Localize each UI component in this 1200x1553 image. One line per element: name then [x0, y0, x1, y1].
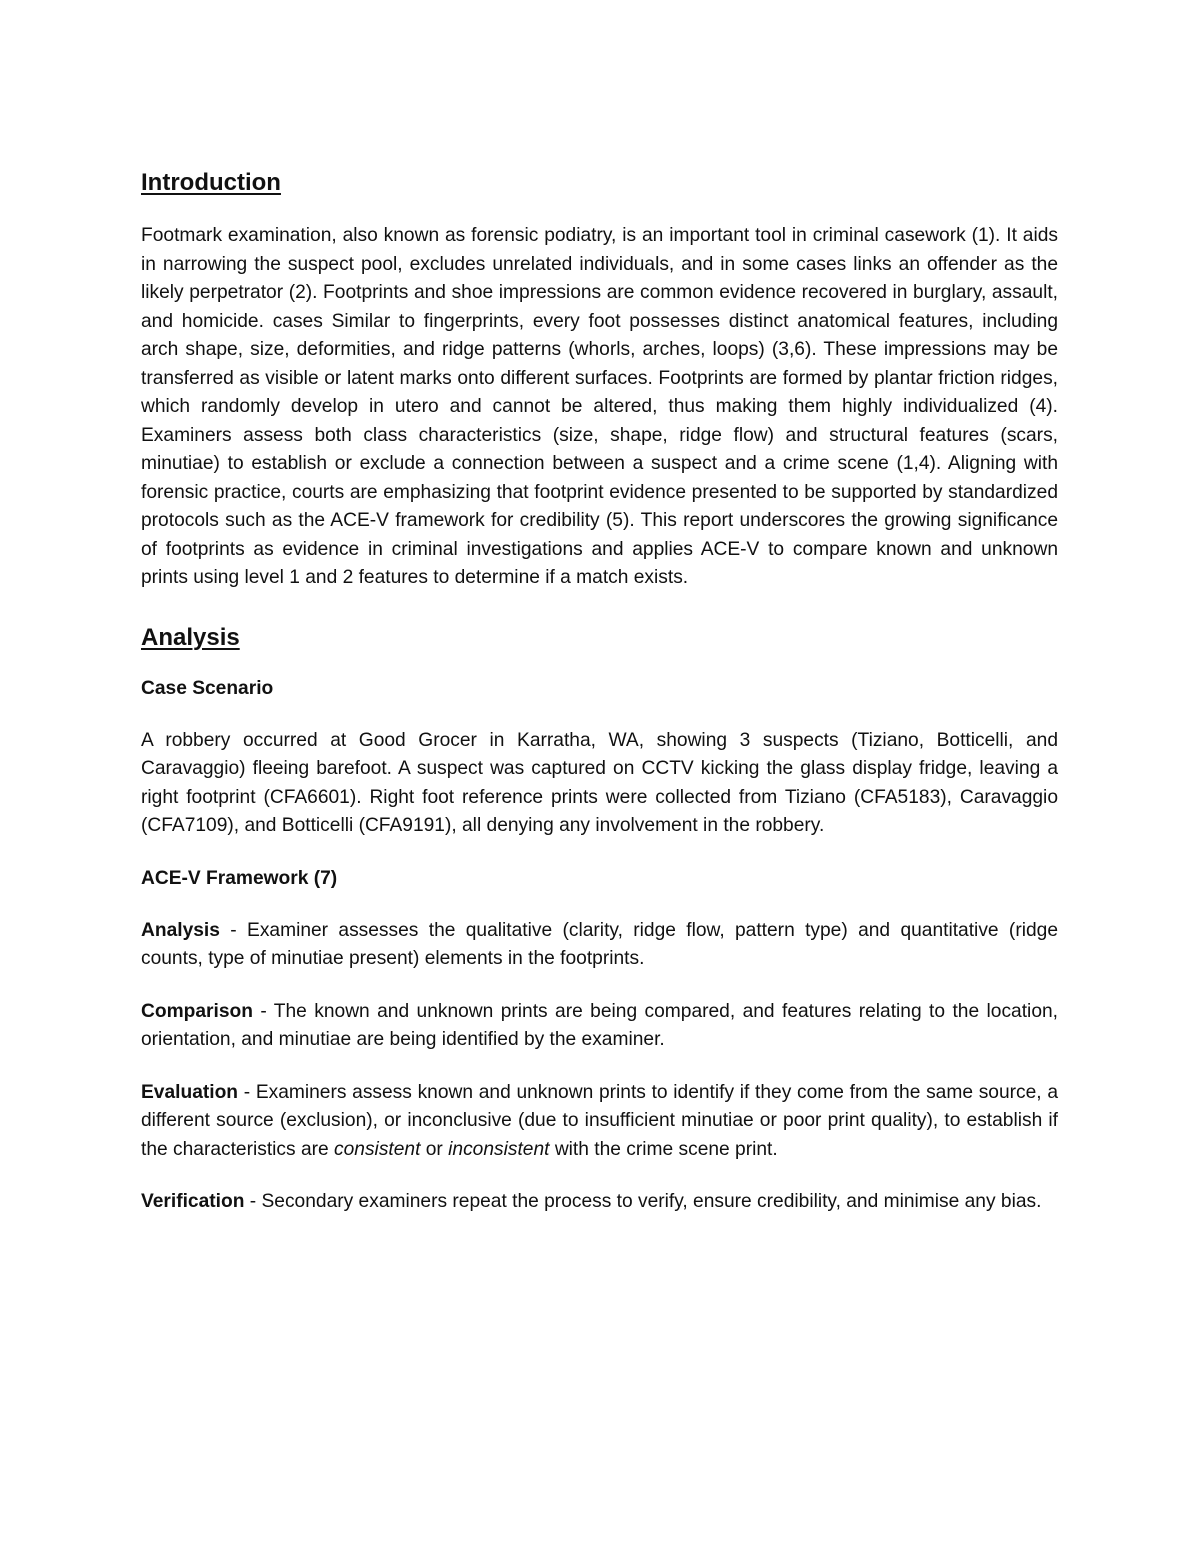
- framework-comparison-text: - The known and unknown prints are being compared, and features relating to the location, orientation, and minutiae are being identified by the examiner.: [141, 1000, 1058, 1050]
- framework-evaluation-text-1: - Examiners assess known and unknown prints to identify if they come from the same source, a different source (exclusion), or inconclusive (due to insufficient minutiae or poor print quality), to establish if the characteristics are: [141, 1081, 1058, 1160]
- framework-evaluation-emphasis-inconsistent: inconsistent: [448, 1138, 550, 1160]
- framework-analysis-text: - Examiner assesses the qualitative (clarity, ridge flow, pattern type) and quantitative (ridge counts, type of minutiae present) elements in the footprints.: [141, 919, 1058, 969]
- framework-verification-term: Verification: [141, 1191, 245, 1212]
- framework-analysis-paragraph: [141, 917, 1058, 974]
- framework-comparison-paragraph: [141, 998, 1058, 1055]
- framework-evaluation-emphasis-consistent: consistent: [334, 1138, 421, 1160]
- framework-verification-text: - Secondary examiners repeat the process to verify, ensure credibility, and minimise any bias.: [244, 1191, 1042, 1212]
- introduction-paragraph: Footmark examination, also known as forensic podiatry, is an important tool in criminal casework (1). It aids in narrowing the suspect pool, excludes unrelated individuals, and in some cases links an offender as the likely perpetrator (2). Footprints and shoe impressions are common evidence recovered in burglary, assault, and homicide. cases Similar to fingerprints, every foot possesses distinct anatomical features, including arch shape, size, deformities, and ridge patterns (whorls, arches, loops) (3,6). These impressions may be transferred as visible or latent marks onto different surfaces. Footprints are formed by plantar friction ridges, which randomly develop in utero and cannot be altered, thus making them highly individualized (4). Examiners assess both class characteristics (size, shape, ridge flow) and structural features (scars, minutiae) to establish or exclude a connection between a suspect and a crime scene (1,4). Aligning with forensic practice, courts are emphasizing that footprint evidence presented to be supported by standardized protocols such as the ACE-V framework for credibility (5). This report underscores the growing significance of footprints as evidence in criminal investigations and applies ACE-V to compare known and unknown prints using level 1 and 2 features to determine if a match exists.: [141, 225, 1058, 588]
- framework-evaluation-term: Evaluation: [141, 1081, 239, 1103]
- framework-analysis-term: Analysis: [141, 919, 220, 941]
- analysis-heading: Analysis: [141, 623, 240, 651]
- framework-verification-paragraph: [141, 1188, 1058, 1217]
- framework-evaluation-text-3: with the crime scene print.: [549, 1138, 778, 1160]
- framework-evaluation-paragraph: [141, 1079, 1058, 1165]
- document-page: [141, 166, 1058, 1241]
- introduction-heading: Introduction: [141, 169, 281, 196]
- ace-v-framework-heading: ACE-V Framework (7): [141, 867, 338, 889]
- case-scenario-heading: Case Scenario: [141, 677, 274, 699]
- case-scenario-paragraph: A robbery occurred at Good Grocer in Karratha, WA, showing 3 suspects (Tiziano, Botticelli, and Caravaggio) fleeing barefoot. A suspect was captured on CCTV kicking the glass display fridge, leaving a right footprint (CFA6601). Right foot reference prints were collected from Tiziano (CFA5183), Caravaggio (CFA7109), and Botticelli (CFA9191), all denying any involvement in the robbery.: [141, 729, 1058, 836]
- framework-comparison-term: Comparison: [141, 1000, 253, 1022]
- framework-evaluation-text-2: or: [420, 1138, 449, 1160]
